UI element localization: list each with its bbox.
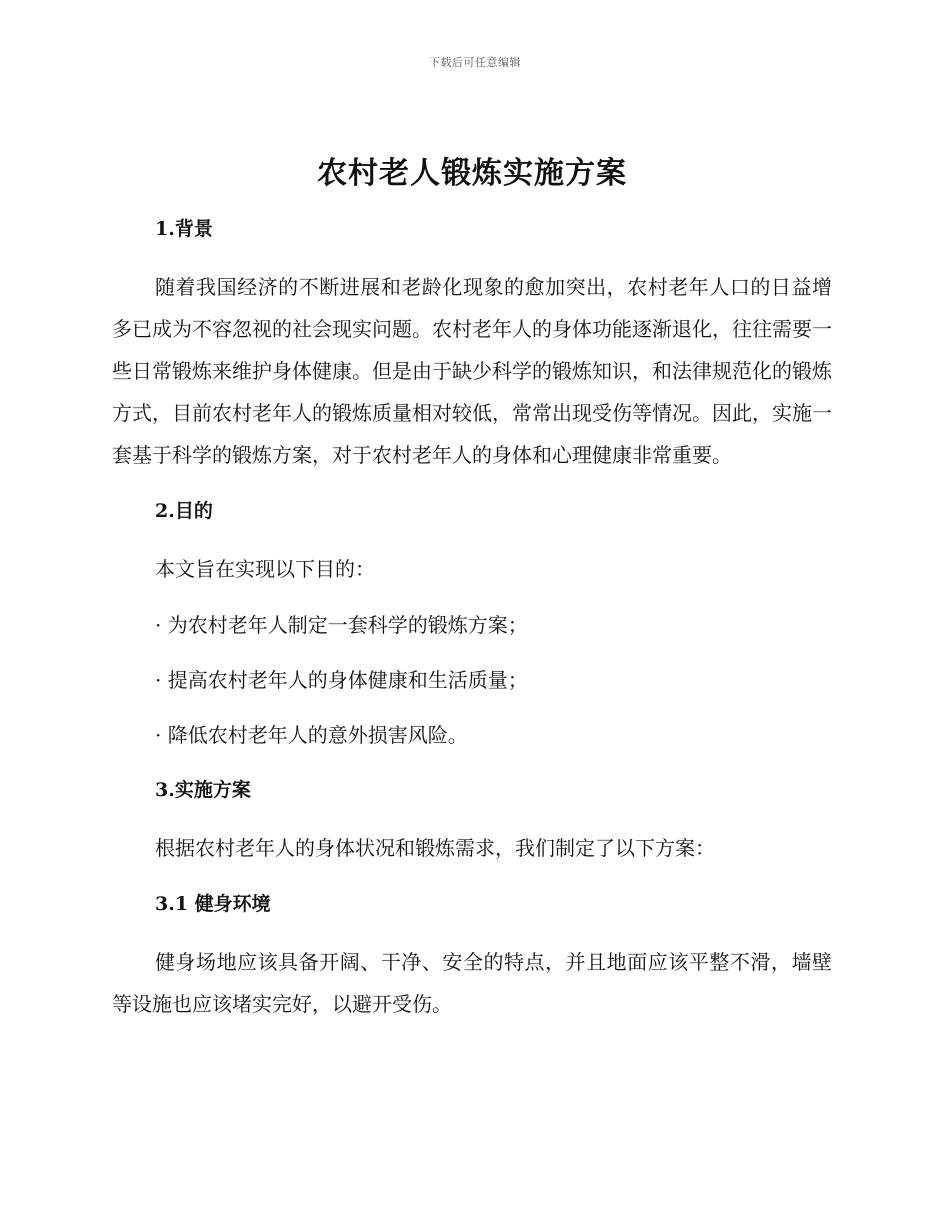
bullet-item: · 降低农村老年人的意外损害风险。	[155, 723, 468, 747]
section-background	[112, 214, 832, 476]
section-heading: 3.1 健身环境	[155, 893, 271, 915]
section-heading: 3.实施方案	[155, 779, 251, 801]
section-heading: 2.目的	[155, 500, 213, 522]
section-purpose	[112, 496, 832, 750]
section-intro: 根据农村老年人的身体状况和锻炼需求，我们制定了以下方案：	[155, 836, 715, 860]
section-plan	[112, 775, 832, 869]
section-paragraph: 健身场地应该具备开阔、干净、安全的特点，并且地面应该平整不滑，墙壁等设施也应该堵实完好，以避开受伤。	[112, 950, 832, 1016]
document-title: 农村老人锻炼实施方案	[317, 156, 627, 191]
section-paragraph: 随着我国经济的不断进展和老龄化现象的愈加突出，农村老年人口的日益增多已成为不容忽视的社会现实问题。农村老年人的身体功能逐渐退化，往往需要一些日常锻炼来维护身体健康。但是由于缺少科学的锻炼知识，和法律规范化的锻炼方式，目前农村老年人的锻炼质量相对较低，常常出现受伤等情况。因此，实施一套基于科学的锻炼方案，对于农村老年人的身体和心理健康非常重要。	[112, 275, 832, 467]
page-header-note: 下载后可任意编辑	[429, 56, 521, 69]
bullet-item: · 提高农村老年人的身体健康和生活质量；	[155, 668, 528, 692]
section-fitness-environment	[112, 889, 832, 1025]
bullet-item: · 为农村老年人制定一套科学的锻炼方案；	[155, 613, 528, 637]
section-intro: 本文旨在实现以下目的：	[155, 557, 375, 581]
section-heading: 1.背景	[155, 218, 213, 240]
document-body	[112, 148, 832, 1045]
